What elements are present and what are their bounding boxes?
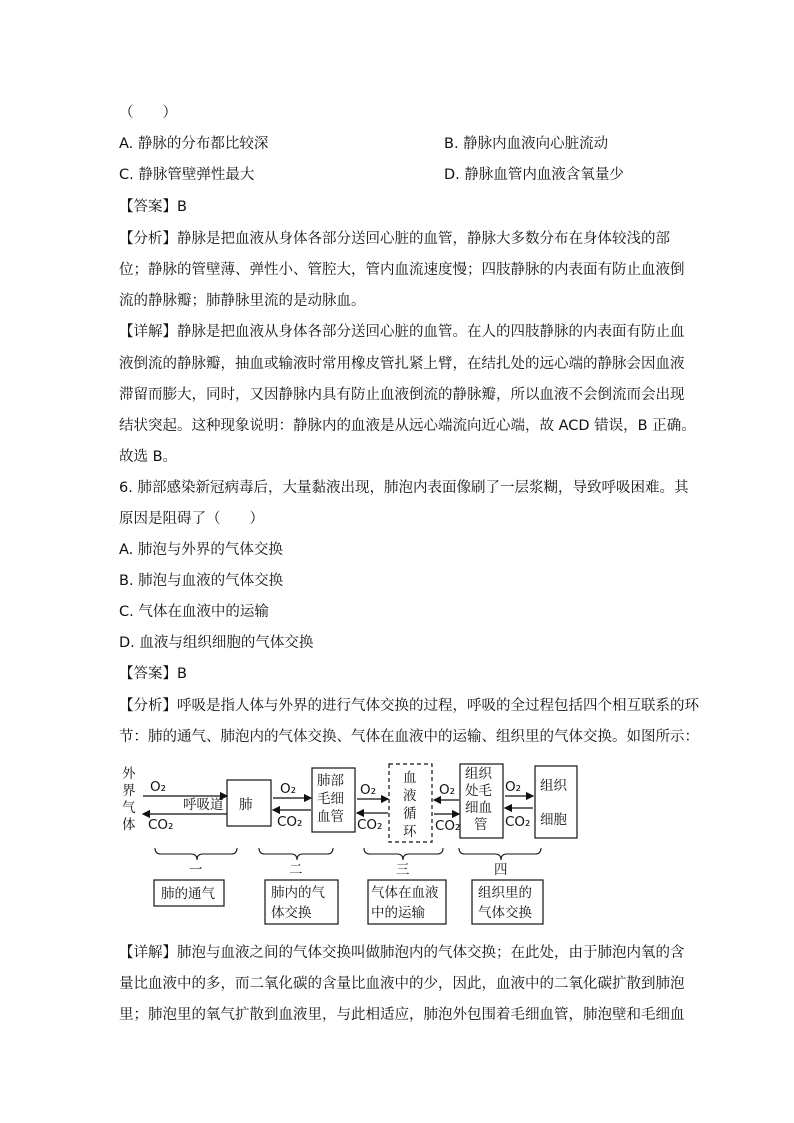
q6-option-b: B. 肺泡与血液的气体交换	[119, 573, 284, 589]
o2-label: O₂	[280, 781, 297, 797]
stage-label: 气体交换	[478, 905, 532, 921]
co2-label: CO₂	[277, 814, 303, 830]
q6-detail-line: 里；肺泡里的氧气扩散到血液里，与此相适应，肺泡外包围着毛细血管，肺泡壁和毛细血	[119, 1007, 685, 1023]
lung-label: 肺	[239, 797, 253, 813]
q5-answer: 【答案】B	[119, 199, 187, 215]
stage-number: 二	[289, 862, 303, 878]
blood-circulation-label: 液	[403, 788, 417, 804]
q5-detail-line: 故选 B。	[119, 449, 178, 465]
q5-analysis-line: 位；静脉的管壁薄、弹性小、管腔大，管内血流速度慢；四肢静脉的内表面有防止血液倒	[119, 262, 685, 278]
tissue-cell-label: 细胞	[540, 812, 567, 828]
q5-stem-end: （ ）	[119, 105, 177, 121]
stage-brace	[155, 848, 237, 860]
q5-analysis-line: 【分析】静脉是把血液从身体各部分送回心脏的血管，静脉大多数分布在身体较浅的部	[119, 231, 670, 247]
o2-label: O₂	[505, 779, 522, 795]
co2-label: CO₂	[505, 814, 531, 830]
q6-option-c: C. 气体在血液中的运输	[119, 604, 269, 620]
stage-number: 一	[189, 862, 203, 878]
stage-brace	[259, 848, 333, 860]
outside-air-label: 界	[122, 783, 136, 799]
stage-number: 四	[494, 862, 508, 878]
q5-detail-line: 液倒流的静脉瓣，抽血或输液时常用橡皮管扎紧上臂，在结扎处的远心端的静脉会因血液	[119, 356, 685, 372]
q5-detail-line: 【详解】静脉是把血液从身体各部分送回心脏的血管。在人的四肢静脉的内表面有防止血	[119, 324, 685, 340]
q6-option-a: A. 肺泡与外界的气体交换	[119, 542, 283, 558]
o2-label: O₂	[360, 782, 377, 798]
q5-detail-line: 结状突起。这种现象说明：静脉内的血液是从远心端流向近心端，故 ACD 错误，B 正确。	[119, 418, 696, 434]
o2-label: O₂	[150, 779, 167, 795]
tissue-capillary-label: 处毛	[465, 783, 492, 799]
stage-brace	[459, 848, 541, 860]
q5-option-b: B. 静脉内血液向心脏流动	[444, 136, 609, 152]
co2-label: CO₂	[435, 818, 461, 834]
co2-label: CO₂	[357, 817, 383, 833]
q6-answer: 【答案】B	[119, 666, 187, 682]
stage-label: 肺内的气	[271, 885, 325, 901]
outside-air-label: 体	[122, 817, 136, 833]
q5-analysis-line: 流的静脉瓣；肺静脉里流的是动脉血。	[119, 293, 366, 309]
q6-stem-line: 6. 肺部感染新冠病毒后，大量黏液出现，肺泡内表面像刷了一层浆糊，导致呼吸困难。其	[119, 480, 689, 496]
q6-analysis-line: 【分析】呼吸是指人体与外界的进行气体交换的过程，呼吸的全过程包括四个相互联系的环	[119, 698, 699, 714]
tissue-capillary-label: 管	[474, 817, 488, 833]
q5-option-c: C. 静脉管壁弹性最大	[119, 167, 255, 183]
stage-label: 肺的通气	[161, 886, 215, 902]
q6-analysis-line: 节：肺的通气、肺泡内的气体交换、气体在血液中的运输、组织里的气体交换。如图所示：	[119, 729, 699, 745]
stage-brace	[364, 848, 443, 860]
stage-label: 气体在血液	[371, 885, 439, 901]
q6-detail-line: 量比血液中的多，而二氧化碳的含量比血液中的少，因此，血液中的二氧化碳扩散到肺泡	[119, 976, 685, 992]
outside-air-label: 气	[122, 800, 136, 816]
stage-label: 组织里的	[478, 885, 532, 901]
stage-label: 体交换	[271, 905, 312, 921]
lung-capillary-label: 肺部	[317, 773, 344, 789]
q5-option-d: D. 静脉血管内血液含氧量少	[444, 167, 624, 183]
stage-label: 中的运输	[371, 905, 425, 921]
q5-detail-line: 滞留而膨大，同时，又因静脉内具有防止血液倒流的静脉瓣，所以血液不会倒流而会出现	[119, 387, 685, 403]
o2-label: O₂	[439, 782, 456, 798]
lung-capillary-label: 毛细	[317, 791, 344, 807]
blood-circulation-label: 循	[403, 806, 417, 822]
airway-label: 呼吸道	[183, 797, 224, 813]
outside-air-label: 外	[122, 766, 136, 782]
stage-number: 三	[396, 862, 410, 878]
blood-circulation-label: 环	[403, 824, 417, 840]
respiration-diagram	[119, 758, 567, 930]
tissue-capillary-label: 组织	[465, 766, 492, 782]
q5-option-a: A. 静脉的分布都比较深	[119, 136, 269, 152]
blood-circulation-label: 血	[403, 770, 417, 786]
q6-option-d: D. 血液与组织细胞的气体交换	[119, 635, 314, 651]
q6-detail-line: 【详解】肺泡与血液之间的气体交换叫做肺泡内的气体交换；在此处，由于肺泡内氧的含	[119, 945, 685, 961]
q6-stem-line: 原因是阻碍了（ ）	[119, 511, 264, 527]
tissue-capillary-label: 细血	[465, 800, 492, 816]
tissue-cell-label: 组织	[540, 778, 567, 794]
co2-label: CO₂	[148, 817, 174, 833]
lung-capillary-label: 血管	[317, 809, 344, 825]
